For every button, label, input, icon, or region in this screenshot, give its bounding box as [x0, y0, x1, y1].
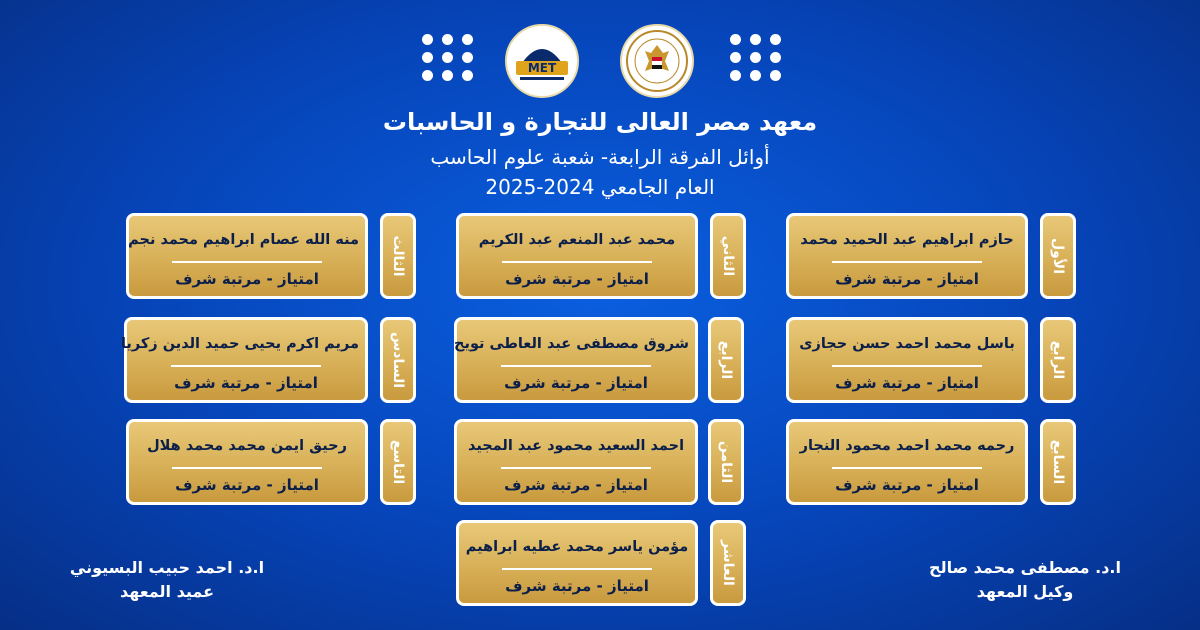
rank-badge-9: التاسع — [380, 419, 416, 505]
rank-badge-4b: الرابع — [708, 317, 744, 403]
rank-badge-2: الثاني — [710, 213, 746, 299]
student-grade: امتياز - مرتبة شرف — [505, 270, 649, 288]
divider — [171, 365, 321, 367]
met-logo — [505, 24, 579, 98]
signature-name: ا.د. احمد حبيب البسيوني — [69, 558, 265, 577]
divider — [502, 568, 652, 570]
student-name: رحيق ايمن محمد محمد هلال — [147, 438, 347, 454]
divider — [172, 261, 322, 263]
student-name: منه الله عصام ابراهيم محمد نجم — [128, 232, 359, 248]
student-card-9 — [126, 419, 368, 505]
student-grade: امتياز - مرتبة شرف — [504, 476, 648, 494]
student-grade: امتياز - مرتبة شرف — [175, 476, 319, 494]
divider — [832, 261, 982, 263]
divider — [501, 365, 651, 367]
student-grade: امتياز - مرتبة شرف — [505, 577, 649, 595]
student-name: مريم اكرم يحيى حميد الدين زكريا — [120, 336, 359, 352]
student-card-4a — [786, 317, 1028, 403]
student-card-2 — [456, 213, 698, 299]
student-card-10 — [456, 520, 698, 606]
rank-badge-3: الثالث — [380, 213, 416, 299]
student-name: شروق مصطفى عبد العاطى تويح — [454, 336, 689, 352]
student-grade: امتياز - مرتبة شرف — [175, 270, 319, 288]
student-name: احمد السعيد محمود عبد المجيد — [467, 438, 685, 454]
student-card-8 — [454, 419, 698, 505]
student-card-7 — [786, 419, 1028, 505]
student-card-6 — [120, 317, 368, 403]
divider — [501, 467, 651, 469]
signature-vice-dean — [910, 556, 1140, 604]
student-card-1 — [786, 213, 1028, 299]
divider — [832, 467, 982, 469]
student-grade: امتياز - مرتبة شرف — [835, 374, 979, 392]
dots-decoration-left — [422, 34, 474, 82]
student-grade: امتياز - مرتبة شرف — [174, 374, 318, 392]
divider — [832, 365, 982, 367]
signature-role: عميد المعهد — [119, 582, 215, 601]
divider — [502, 261, 652, 263]
student-name: حازم ابراهيم عبد الحميد محمد — [800, 232, 1014, 248]
student-grade: امتياز - مرتبة شرف — [835, 270, 979, 288]
student-name: مؤمن ياسر محمد عطيه ابراهيم — [465, 539, 689, 555]
rank-badge-4a: الرابع — [1040, 317, 1076, 403]
rank-badge-6: السادس — [380, 317, 416, 403]
student-name: محمد عبد المنعم عبد الكريم — [478, 232, 676, 248]
page-subtitle: أوائل الفرقة الرابعة- شعبة علوم الحاسب — [430, 145, 770, 169]
divider — [172, 467, 322, 469]
rank-badge-1: الأول — [1040, 213, 1076, 299]
student-grade: امتياز - مرتبة شرف — [504, 374, 648, 392]
student-card-4b — [454, 317, 698, 403]
institute-title: معهد مصر العالى للتجارة و الحاسبات — [382, 108, 818, 136]
rank-badge-8: الثامن — [708, 419, 744, 505]
rank-badge-10: العاشر — [710, 520, 746, 606]
student-name: باسل محمد احمد حسن حجازى — [799, 336, 1015, 352]
signature-dean — [52, 556, 282, 604]
dots-decoration-right — [730, 34, 782, 82]
signature-name: ا.د. مصطفى محمد صالح — [929, 558, 1121, 577]
ministry-seal-logo — [620, 24, 694, 98]
met-logo-text: MET — [527, 61, 557, 75]
student-card-3 — [126, 213, 368, 299]
student-name: رحمه محمد احمد محمود النجار — [799, 438, 1015, 454]
academic-year: العام الجامعي 2024-2025 — [485, 175, 715, 199]
signature-role: وكيل المعهد — [976, 582, 1074, 601]
rank-badge-7: السابع — [1040, 419, 1076, 505]
student-grade: امتياز - مرتبة شرف — [835, 476, 979, 494]
